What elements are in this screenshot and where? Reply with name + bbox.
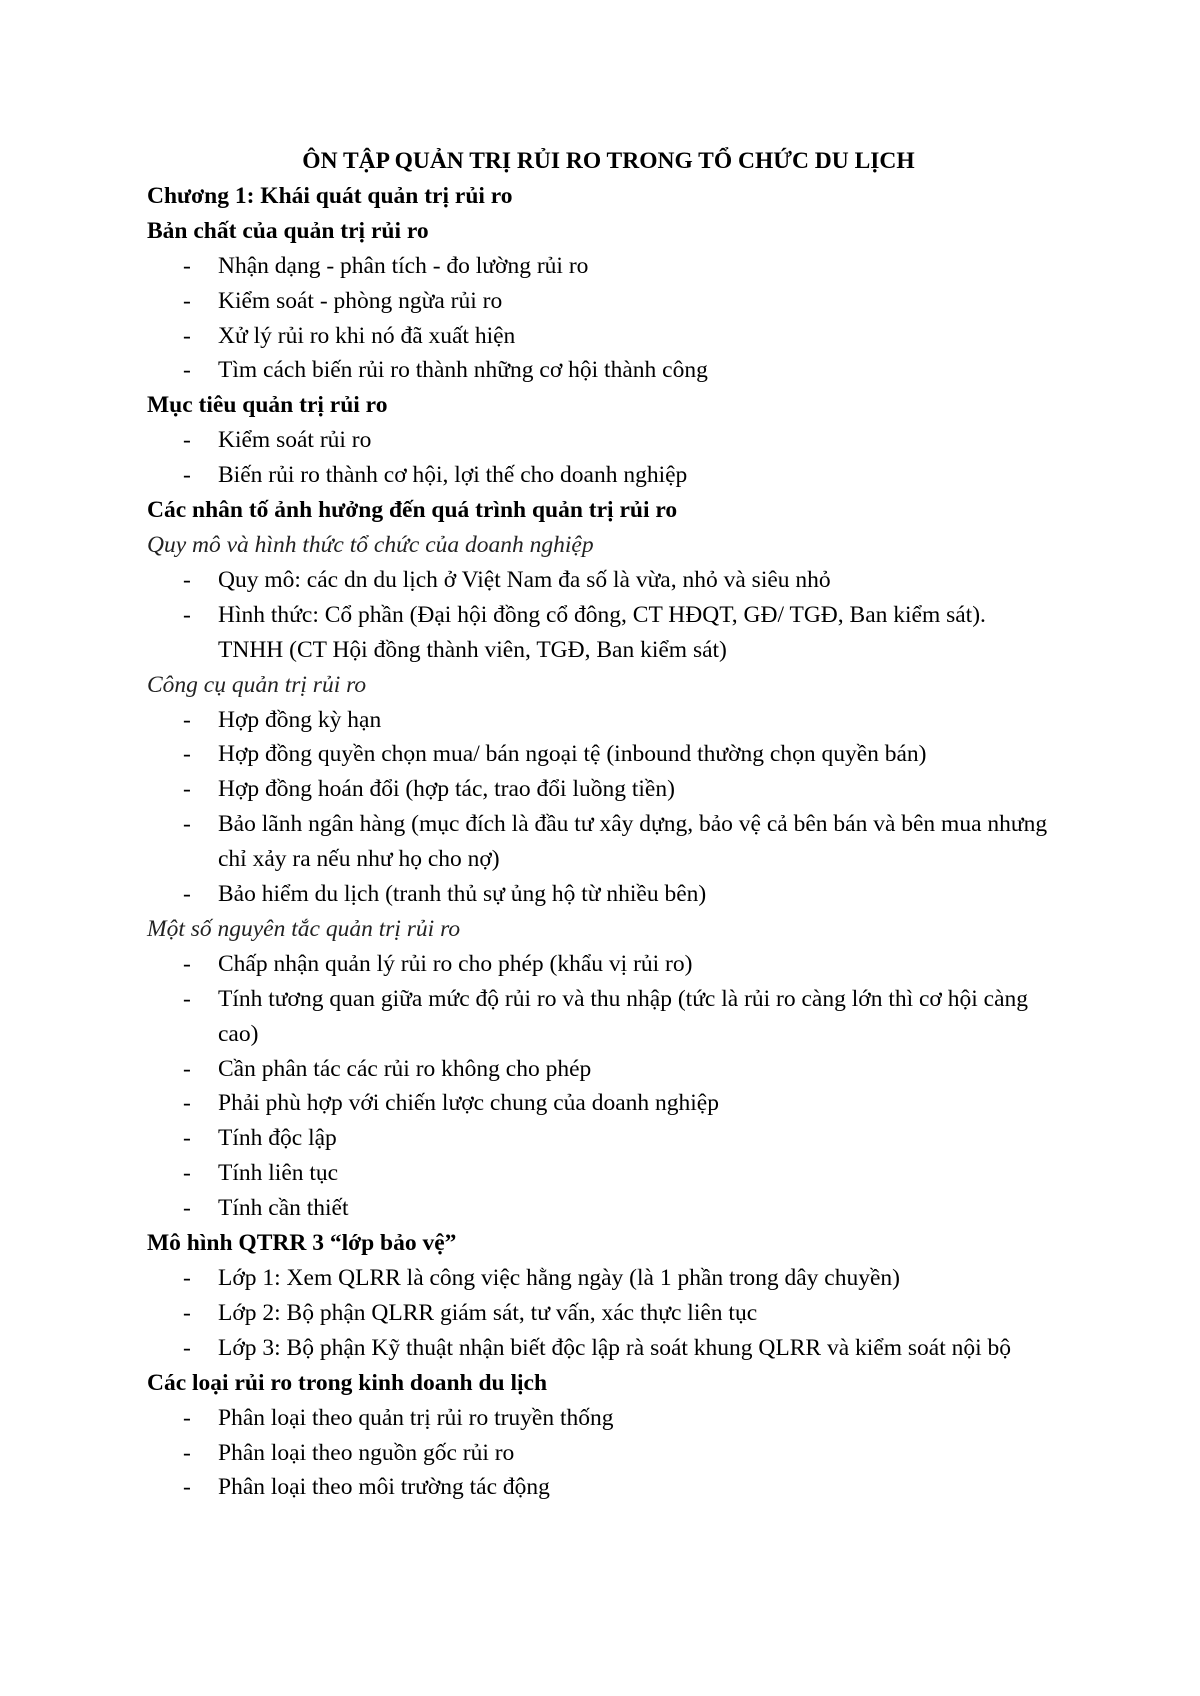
list-item (147, 877, 1052, 912)
list-item (147, 737, 1052, 772)
bullet-list (147, 1261, 1052, 1366)
dash-bullet: - (183, 776, 191, 803)
list-item (147, 1296, 1052, 1331)
bullet-list (147, 1401, 1052, 1506)
list-item-text: Nhận dạng - phân tích - đo lường rủi ro (218, 252, 589, 279)
dash-bullet: - (183, 322, 191, 349)
dash-bullet: - (183, 950, 191, 977)
list-item (147, 1191, 1052, 1226)
dash-bullet: - (183, 1439, 191, 1466)
list-item (147, 563, 1052, 598)
list-item-text: Xử lý rủi ro khi nó đã xuất hiện (218, 322, 516, 349)
dash-bullet: - (183, 462, 191, 489)
dash-bullet: - (183, 1474, 191, 1501)
list-item (147, 1401, 1052, 1436)
list-item (147, 1086, 1052, 1121)
bullet-list (147, 249, 1052, 389)
list-item-text: Lớp 1: Xem QLRR là công việc hằng ngày (là 1 phần trong dây chuyền) (218, 1265, 900, 1291)
dash-bullet: - (183, 1265, 191, 1291)
list-item (147, 353, 1052, 388)
list-item-text: Tính tương quan giữa mức độ rủi ro và thu nhập (tức là rủi ro càng lớn thì cơ hội càng cao) (218, 985, 1029, 1047)
list-item (147, 982, 1052, 1052)
dash-bullet: - (183, 1334, 191, 1361)
list-item (147, 703, 1052, 738)
dash-bullet: - (183, 1404, 191, 1431)
list-item (147, 319, 1052, 354)
list-item-text: Biến rủi ro thành cơ hội, lợi thế cho doanh nghiệp (218, 462, 688, 489)
dash-bullet: - (183, 1125, 191, 1152)
list-item-text: Lớp 3: Bộ phận Kỹ thuật nhận biết độc lập rà soát khung QLRR và kiểm soát nội bộ (218, 1334, 1012, 1361)
list-item-text: Kiểm soát - phòng ngừa rủi ro (218, 287, 503, 314)
list-item (147, 1470, 1052, 1505)
section-subheading: Công cụ quản trị rủi ro (147, 671, 367, 698)
dash-bullet: - (183, 706, 191, 733)
dash-bullet: - (183, 1090, 191, 1117)
list-item-text: Phải phù hợp với chiến lược chung của doanh nghiệp (218, 1090, 719, 1117)
dash-bullet: - (183, 985, 191, 1012)
dash-bullet: - (183, 566, 191, 593)
document-body (147, 144, 1052, 1505)
list-item (147, 249, 1052, 284)
dash-bullet: - (183, 357, 191, 384)
dash-bullet: - (183, 287, 191, 314)
list-item-text: Hợp đồng hoán đổi (hợp tác, trao đổi luồng tiền) (218, 776, 675, 803)
list-item-text: Tính liên tục (218, 1160, 339, 1187)
list-item-text: Quy mô: các dn du lịch ở Việt Nam đa số là vừa, nhỏ và siêu nhỏ (218, 566, 831, 593)
list-item-text: Hợp đồng kỳ hạn (218, 706, 382, 733)
list-item-text: Phân loại theo môi trường tác động (218, 1474, 550, 1501)
list-item (147, 1436, 1052, 1471)
list-item-text: Tính độc lập (218, 1125, 337, 1152)
list-item-text: Kiểm soát rủi ro (218, 427, 372, 454)
list-item-text: Tìm cách biến rủi ro thành những cơ hội thành công (218, 357, 708, 384)
list-item (147, 458, 1052, 493)
list-item (147, 1331, 1052, 1366)
bullet-list (147, 563, 1052, 668)
list-item (147, 1261, 1052, 1296)
dash-bullet: - (183, 1299, 191, 1326)
list-item-text: Bảo hiểm du lịch (tranh thủ sự ủng hộ từ nhiều bên) (218, 881, 707, 908)
section-heading: Các nhân tố ảnh hưởng đến quá trình quản trị rủi ro (147, 497, 678, 524)
dash-bullet: - (183, 252, 191, 279)
list-item-text: Phân loại theo quản trị rủi ro truyền thống (218, 1404, 614, 1431)
list-item-text: Lớp 2: Bộ phận QLRR giám sát, tư vấn, xác thực liên tục (218, 1299, 758, 1326)
dash-bullet: - (183, 741, 191, 768)
list-item (147, 423, 1052, 458)
dash-bullet: - (183, 1055, 191, 1082)
list-item (147, 947, 1052, 982)
dash-bullet: - (183, 881, 191, 908)
section-heading: Mô hình QTRR 3 “lớp bảo vệ” (147, 1230, 457, 1257)
list-item-text: Cần phân tác các rủi ro không cho phép (218, 1055, 592, 1082)
document-title: ÔN TẬP QUẢN TRỊ RỦI RO TRONG TỔ CHỨC DU LỊCH (302, 148, 915, 174)
dash-bullet: - (183, 427, 191, 454)
list-item (147, 772, 1052, 807)
section-heading: Chương 1: Khái quát quản trị rủi ro (147, 182, 513, 209)
list-item-text: Bảo lãnh ngân hàng (mục đích là đầu tư xây dựng, bảo vệ cả bên bán và bên mua nhưng chỉ xảy ra nếu như họ cho nợ) (218, 811, 1048, 873)
list-item-text: Hợp đồng quyền chọn mua/ bán ngoại tệ (inbound thường chọn quyền bán) (218, 741, 927, 768)
dash-bullet: - (183, 1160, 191, 1187)
list-item (147, 1052, 1052, 1087)
bullet-list (147, 423, 1052, 493)
dash-bullet: - (183, 601, 191, 628)
section-subheading: Quy mô và hình thức tổ chức của doanh nghiệp (147, 531, 594, 558)
list-item-text: Hình thức: Cổ phần (Đại hội đồng cổ đông, CT HĐQT, GĐ/ TGĐ, Ban kiểm sát). TNHH (CT Hội đồng thành viên, TGĐ, Ban kiểm sát) (218, 601, 986, 663)
list-item-text: Chấp nhận quản lý rủi ro cho phép (khẩu vị rủi ro) (218, 950, 693, 977)
bullet-list (147, 947, 1052, 1226)
list-item (147, 1156, 1052, 1191)
dash-bullet: - (183, 1195, 191, 1222)
list-item (147, 598, 1052, 668)
dash-bullet: - (183, 811, 191, 838)
list-item-text: Tính cần thiết (218, 1195, 349, 1222)
list-item (147, 284, 1052, 319)
section-heading: Các loại rủi ro trong kinh doanh du lịch (147, 1369, 548, 1396)
list-item-text: Phân loại theo nguồn gốc rủi ro (218, 1439, 515, 1466)
list-item (147, 807, 1052, 877)
section-subheading: Một số nguyên tắc quản trị rủi ro (147, 915, 461, 942)
section-heading: Bản chất của quản trị rủi ro (147, 217, 429, 244)
list-item (147, 1121, 1052, 1156)
section-heading: Mục tiêu quản trị rủi ro (147, 392, 388, 419)
bullet-list (147, 703, 1052, 912)
